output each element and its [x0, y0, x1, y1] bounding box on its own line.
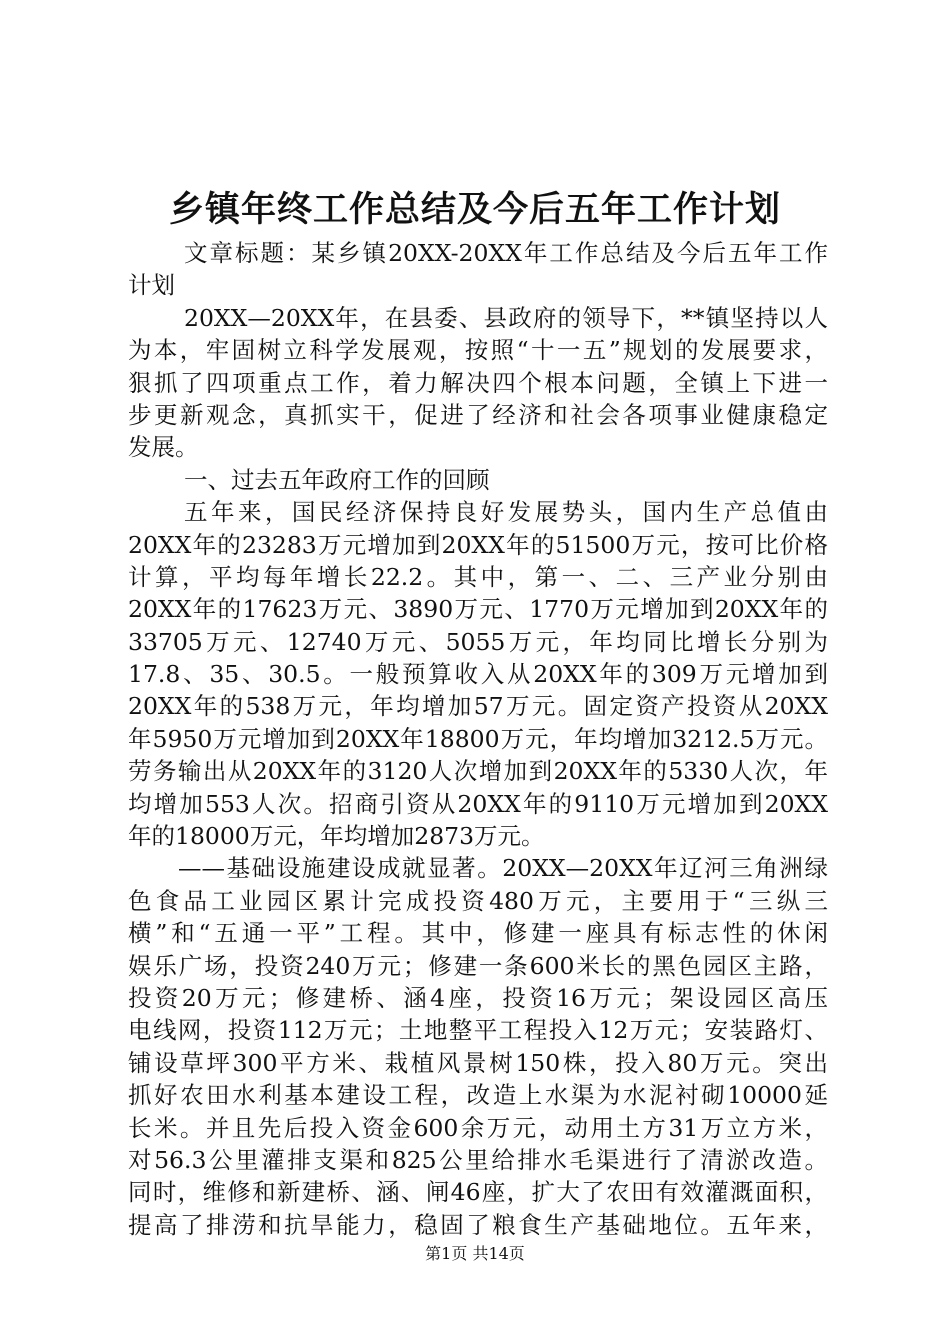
body-line: 横”和“五通一平”工程。其中，修建一座具有标志性的休闲	[128, 919, 828, 948]
body-line: 20XX年的17623万元、3890万元、1770万元增加到20XX年的	[128, 595, 828, 624]
section-heading: 一、过去五年政府工作的回顾	[184, 465, 490, 494]
body-line: 电线网，投资112万元；土地整平工程投入12万元；安装路灯、	[128, 1016, 828, 1045]
body-line: 五年来，国民经济保持良好发展势头，国内生产总值由	[184, 498, 828, 527]
body-line: 娱乐广场，投资240万元；修建一条600米长的黑色园区主路，	[128, 951, 828, 980]
body-line: 抓好农田水利基本建设工程，改造上水渠为水泥衬砌10000延	[128, 1081, 828, 1110]
document-body	[128, 237, 828, 1241]
body-line: 投资20万元；修建桥、涵4座，投资16万元；架设园区高压	[128, 983, 828, 1012]
body-line: 20XX年的538万元，年均增加57万元。固定资产投资从20XX	[128, 692, 828, 721]
body-line: 劳务输出从20XX年的3120人次增加到20XX年的5330人次，年	[128, 757, 828, 786]
body-line: 铺设草坪300平方米、栽植风景树150株，投入80万元。突出	[128, 1048, 828, 1077]
body-line: 提高了排涝和抗旱能力，稳固了粮食生产基础地位。五年来，	[128, 1210, 828, 1239]
body-line: 年的18000万元，年均增加2873万元。	[128, 822, 545, 851]
page-number-footer: 第1页 共14页	[425, 1244, 525, 1263]
body-line: 对56.3公里灌排支渠和825公里给排水毛渠进行了清淤改造。	[128, 1145, 828, 1174]
body-line: 文章标题：某乡镇20XX-20XX年工作总结及今后五年工作	[184, 239, 828, 267]
body-line: 20XX—20XX年，在县委、县政府的领导下，**镇坚持以人	[184, 303, 828, 332]
body-line: 步更新观念，真抓实干，促进了经济和社会各项事业健康稳定	[128, 400, 828, 429]
body-line: ——基础设施建设成就显著。20XX—20XX年辽河三角洲绿	[178, 854, 828, 883]
body-line: 狠抓了四项重点工作，着力解决四个根本问题，全镇上下进一	[128, 368, 828, 397]
body-line: 发展。	[128, 433, 199, 462]
body-line: 计算，平均每年增长22.2。其中，第一、二、三产业分别由	[128, 562, 828, 591]
body-line: 年5950万元增加到20XX年18800万元，年均增加3212.5万元。	[128, 724, 828, 753]
body-line: 计划	[128, 271, 175, 300]
body-line: 为本，牢固树立科学发展观，按照“十一五”规划的发展要求，	[128, 336, 828, 365]
body-line: 17.8、35、30.5。一般预算收入从20XX年的309万元增加到	[128, 660, 828, 689]
body-line: 均增加553人次。招商引资从20XX年的9110万元增加到20XX	[128, 789, 828, 818]
body-line: 色食品工业园区累计完成投资480万元，主要用于“三纵三	[128, 886, 828, 915]
body-line: 长米。并且先后投入资金600余万元，动用土方31万立方米，	[128, 1113, 828, 1142]
body-line: 同时，维修和新建桥、涵、闸46座，扩大了农田有效灌溉面积，	[128, 1178, 828, 1207]
body-line: 33705万元、12740万元、5055万元，年均同比增长分别为	[128, 627, 828, 656]
document-title: 乡镇年终工作总结及今后五年工作计划	[168, 189, 781, 230]
body-line: 20XX年的23283万元增加到20XX年的51500万元，按可比价格	[128, 530, 828, 559]
